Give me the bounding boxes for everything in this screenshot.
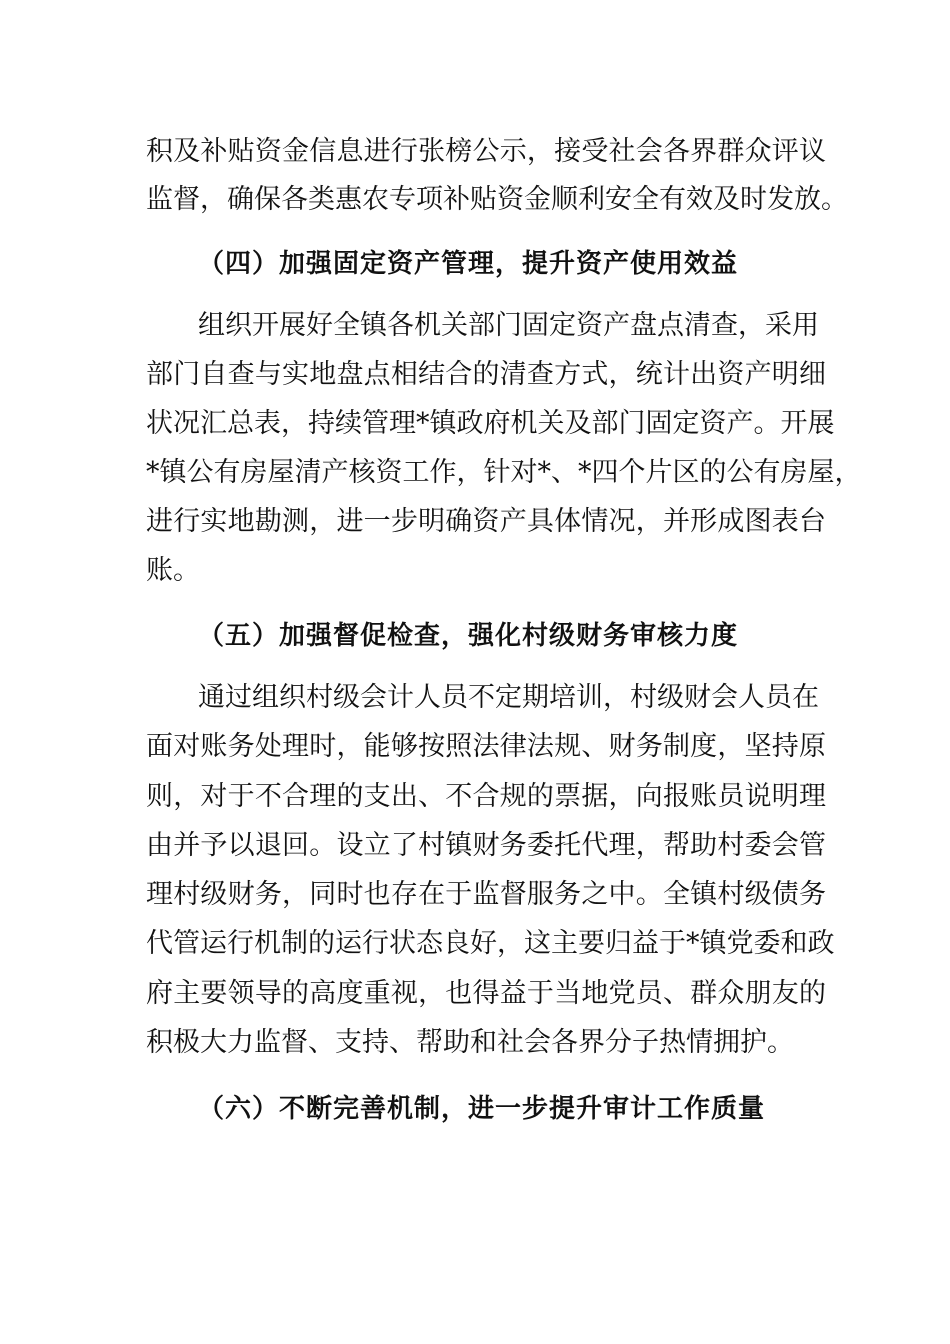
paragraph-line: 账。	[146, 555, 200, 586]
paragraph-line: 通过组织村级会计人员不定期培训，村级财会人员在	[198, 682, 819, 713]
paragraph-line: 进行实地勘测，进一步明确资产具体情况，并形成图表台	[146, 506, 826, 537]
paragraph-line: 积及补贴资金信息进行张榜公示，接受社会各界群众评议	[146, 136, 826, 167]
section-heading-4: （四）加强固定资产管理，提升资产使用效益	[198, 249, 739, 279]
paragraph-line: 积极大力监督、支持、帮助和社会各界分子热情拥护。	[146, 1027, 794, 1058]
section-heading-6: （六）不断完善机制，进一步提升审计工作质量	[198, 1094, 766, 1124]
paragraph-line: 组织开展好全镇各机关部门固定资产盘点清查，采用	[198, 310, 819, 341]
section-heading-5: （五）加强督促检查，强化村级财务审核力度	[198, 621, 739, 651]
paragraph-line: 监督，确保各类惠农专项补贴资金顺利安全有效及时发放。	[146, 184, 848, 215]
paragraph-line: 部门自查与实地盘点相结合的清查方式，统计出资产明细	[146, 359, 826, 390]
paragraph-line: 状况汇总表，持续管理*镇政府机关及部门固定资产。开展	[146, 408, 835, 439]
paragraph-line: 由并予以退回。设立了村镇财务委托代理，帮助村委会管	[146, 830, 826, 861]
paragraph-line: 则，对于不合理的支出、不合规的票据，向报账员说明理	[146, 781, 826, 812]
paragraph-line: 面对账务处理时，能够按照法律法规、财务制度，坚持原	[146, 731, 826, 762]
paragraph-line: 理村级财务，同时也存在于监督服务之中。全镇村级债务	[146, 879, 826, 910]
paragraph-line: 府主要领导的高度重视，也得益于当地党员、群众朋友的	[146, 978, 826, 1009]
paragraph-line: 代管运行机制的运行状态良好，这主要归益于*镇党委和政	[146, 928, 835, 959]
paragraph-line: *镇公有房屋清产核资工作，针对*、*四个片区的公有房屋，	[146, 457, 862, 488]
